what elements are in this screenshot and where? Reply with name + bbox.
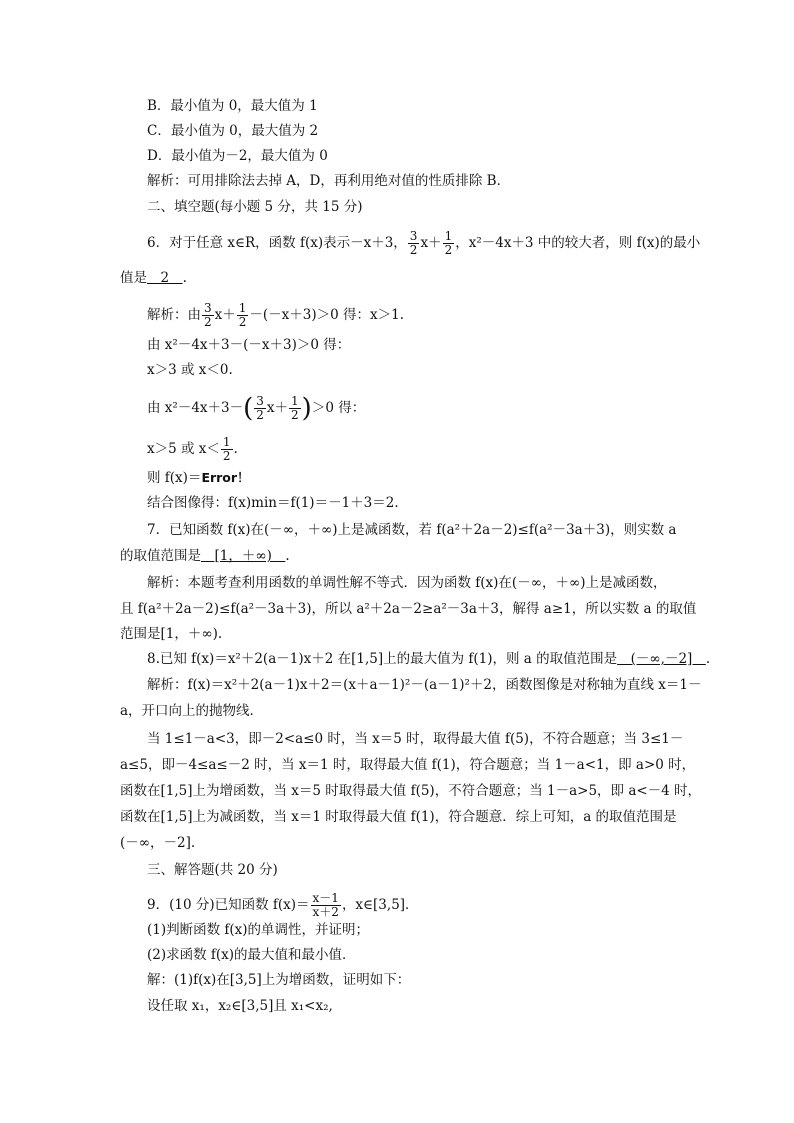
q7-solution-2: 且 f(a²＋2a－2)≤f(a²－3a＋3)，所以 a²＋2a－2≥a²－3a＋3，解得 a≥1，所以实数 a 的取值 (120, 601, 697, 617)
q6-solution-2: 由 x²－4x＋3－(－x＋3)＞0 得： (147, 337, 351, 353)
q7-solution-1: 解析：本题考查利用函数的单调性解不等式．因为函数 f(x)在(－∞，＋∞)上是减函数， (147, 575, 667, 591)
q8-solution-6: 函数在[1,5]上为减函数，当 x＝1 时取得最大值 f(1)，符合题意．综上可知，a 的取值范围是 (120, 809, 677, 825)
error-text: Error！ (201, 470, 250, 485)
q6-fraction-1-2: $\frac{1}{2}$ (444, 229, 453, 257)
q7-answer: [1，＋∞) (201, 548, 286, 564)
section3-title: 三、解答题(共 20 分) (147, 862, 278, 878)
q6-fraction-3-2: $\frac{3}{2}$ (409, 229, 418, 257)
q8-answer: (－∞,－2] (617, 651, 706, 667)
q6-solution-3: x＞3 或 x＜0. (147, 362, 233, 378)
q6-answer: 2 (147, 270, 183, 286)
q6-text-mid: x＋ (420, 235, 442, 251)
q8-solution-7: (－∞，－2]. (120, 835, 196, 851)
q8-solution-4: a≤5，即－4≤a≤－2 时，当 x＝1 时，取得最大值 f(1)，符合题意；当 1－a<1，即 a>0 时， (120, 757, 696, 773)
q6-solution-5: x＞5 或 x＜ $\frac{1}{2}$ . (147, 435, 238, 463)
q6-solution-6: 则 f(x)＝Error！ (147, 470, 250, 486)
q9-part2: (2)求函数 f(x)的最大值和最小值． (147, 947, 356, 963)
q8-line1: 8.已知 f(x)＝x²＋2(a－1)x＋2 在[1,5]上的最大值为 f(1)，则 a 的取值范围是 (－∞,－2] . (147, 651, 711, 667)
q6-solution-7: 结合图像得：f(x)min＝f(1)＝－1＋3＝2. (147, 495, 399, 511)
q7-line2: 的取值范围是 [1，＋∞) . (120, 548, 290, 564)
q8-solution-5: 函数在[1,5]上为增函数，当 x＝5 时取得最大值 f(5)，不符合题意；当 1－a>5，即 a<－4 时， (120, 783, 702, 799)
q9-solution-2: 设任取 x₁，x₂∈[3,5]且 x₁<x₂, (147, 998, 333, 1014)
q9-fraction: $\frac{x-1}{x+2}$ (312, 891, 339, 919)
q8-solution-3: 当 1≤1－a<3，即－2<a≤0 时，当 x＝5 时，取得最大值 f(5)，不符合题意；当 3≤1－ (147, 731, 684, 747)
q8-solution-1: 解析：f(x)＝x²＋2(a－1)x＋2＝(x＋a－1)²－(a－1)²＋2，函数图像是对称轴为直线 x＝1－ (147, 677, 702, 693)
q8-solution-2: a，开口向上的抛物线． (120, 703, 264, 719)
q9-part1: (1)判断函数 f(x)的单调性，并证明； (147, 922, 370, 938)
q6-line1 (147, 230, 700, 257)
q6-solution-4: 由 x²－4x＋3－( $\frac{3}{2}$ x＋ $\frac{1}{2}$ )＞0 得： (147, 393, 366, 424)
q9-line1: 9．(10 分)已知函数 f(x)＝ $\frac{x-1}{x+2}$ ，x∈[3,5]． (147, 891, 419, 919)
option-b: B．最小值为 0，最大值为 1 (147, 98, 318, 114)
q6-text-b: ，x²－4x＋3 中的较大者，则 f(x)的最小 (455, 235, 701, 251)
option-d: D．最小值为－2，最大值为 0 (147, 148, 328, 164)
q6-solution-1: 解析：由 $\frac{3}{2}$ x＋ $\frac{1}{2}$ －(－x＋3)＞0 得：x＞1. (147, 301, 405, 329)
q6-line2: 值是 2 . (120, 270, 187, 286)
q7-line1: 7．已知函数 f(x)在(－∞，＋∞)上是减函数，若 f(a²＋2a－2)≤f(a²－3a＋3)，则实数 a (147, 522, 677, 538)
option-c: C．最小值为 0，最大值为 2 (147, 123, 319, 139)
section2-title: 二、填空题(每小题 5 分，共 15 分) (147, 199, 363, 215)
q7-solution-3: 范围是[1，＋∞). (120, 626, 223, 642)
q9-solution-1: 解：(1)f(x)在[3,5]上为增函数，证明如下： (147, 972, 411, 988)
q5-solution: 解析：可用排除法去掉 A，D，再利用绝对值的性质排除 B． (147, 173, 511, 189)
q6-text-a: 6．对于任意 x∈R，函数 f(x)表示－x＋3， (147, 235, 407, 251)
